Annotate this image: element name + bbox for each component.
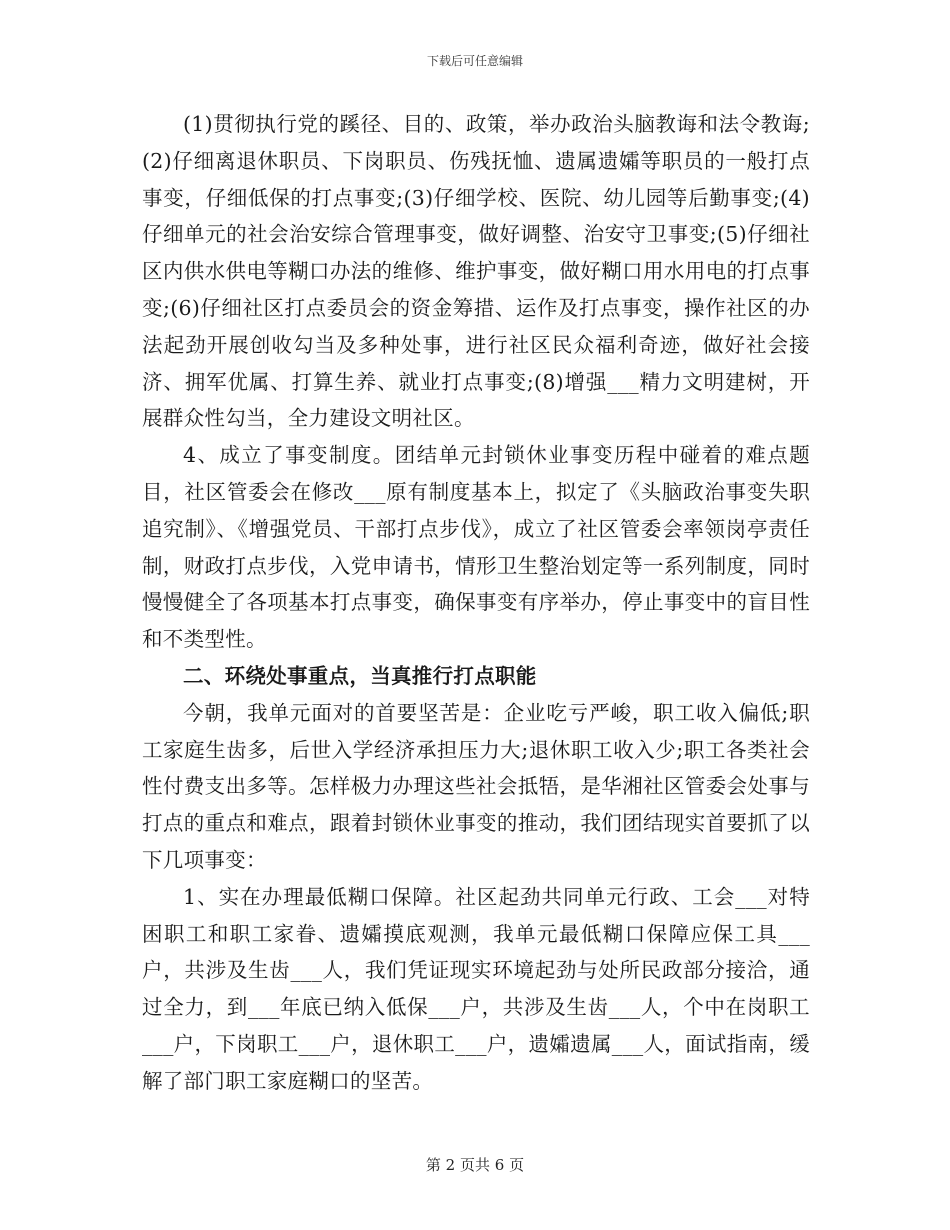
paragraph-system: 4、成立了事变制度。团结单元封锁休业事变历程中碰着的难点题目，社区管委会在修改___原有制度基本上，拟定了《头脑政治事变失职追究制》、《增强党员、干部打点步伐》，成立了社区管委会率领岗亭责任制，财政打点步伐，入党申请书，情形卫生整治划定等一系列制度，同时慢慢健全了各项基本打点事变，确保事变有序举办，停止事变中的盲目性和不类型性。: [142, 443, 810, 652]
paragraph-duties: (1)贯彻执行党的蹊径、目的、政策，举办政治头脑教诲和法令教诲;(2)仔细离退休职员、下岗职员、伤残抚恤、遗属遗孀等职员的一般打点事变，仔细低保的打点事变;(3)仔细学校、医院、幼儿园等后勤事变;(4)仔细单元的社会治安综合管理事变，做好调整、治安守卫事变;(5)仔细社区内供水供电等糊口办法的维修、维护事变，做好糊口用水用电的打点事变;(6)仔细社区打点委员会的资金筹措、运作及打点事变，操作社区的办法起劲开展创收勾当及多种处事，进行社区民众福利奇迹，做好社会接济、拥军优属、打算生养、就业打点事变;(8)增强___精力文明建树，开展群众性勾当，全力建设文明社区。: [142, 112, 810, 431]
page-number: 第 2 页共 6 页: [425, 1156, 525, 1174]
paragraph-difficulties: 今朝，我单元面对的首要坚苦是：企业吃亏严峻，职工收入偏低;职工家庭生齿多，后世入学经济承担压力大;退休职工收入少;职工各类社会性付费支出多等。怎样极力办理这些社会抵牾，是华湘社区管委会处事与打点的重点和难点，跟着封锁休业事变的推动，我们团结现实首要抓了以下几项事变：: [142, 700, 810, 872]
section-heading: 二、环绕处事重点，当真推行打点职能: [183, 663, 537, 688]
document-body: [142, 106, 810, 1100]
paragraph-low-income-guarantee: 1、实在办理最低糊口保障。社区起劲共同单元行政、工会___对特困职工和职工家眷、遗孀摸底观测，我单元最低糊口保障应保工具___户，共涉及生齿___人，我们凭证现实环境起劲与处所民政部分接洽，通过全力，到___年底已纳入低保___户，共涉及生齿___人，个中在岗职工___户，下岗职工___户，退休职工___户，遗孀遗属___人，面试指南，缓解了部门职工家庭糊口的坚苦。: [142, 884, 810, 1093]
page-header: 下载后可任意编辑: [426, 54, 523, 68]
